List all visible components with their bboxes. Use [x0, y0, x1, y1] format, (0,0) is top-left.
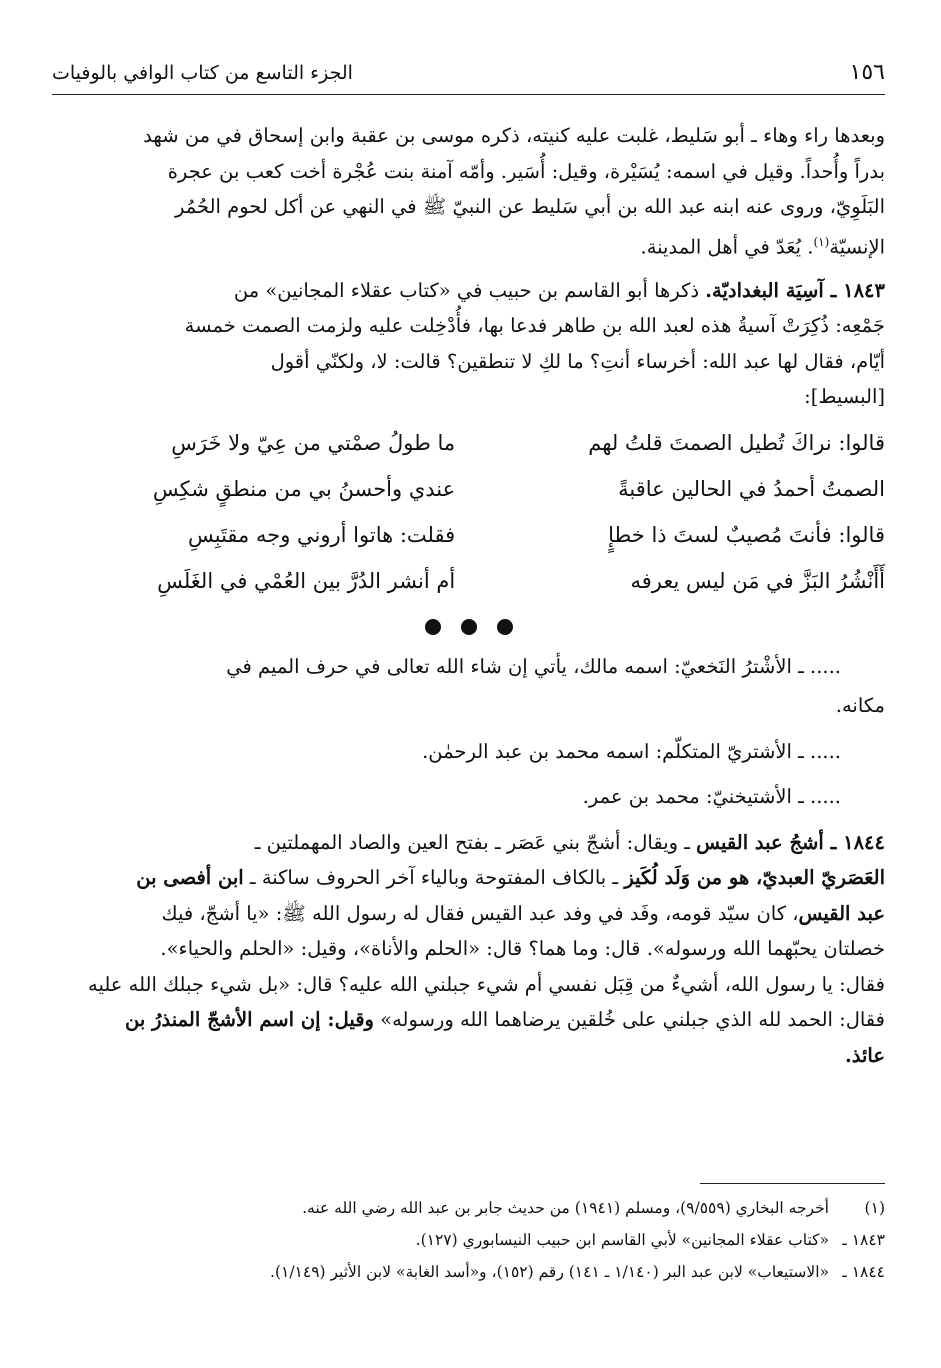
section-divider	[52, 619, 885, 635]
entry-1843	[52, 273, 885, 605]
entry-1844	[52, 825, 885, 1074]
text-fragment: ـ ويقال: أشجّ بني عَصَر ـ بفتح العين والصاد المهملتين ـ	[254, 830, 697, 854]
text-line	[52, 273, 885, 309]
text-fragment: العَصَريّ العبديّ، هو من وَلَد لُكَيز	[624, 866, 885, 889]
footnote-text: أخرجه البخاري (٩/٥٥٩)، ومسلم (١٩٤١) من حديث جابر بن عبد الله رضي الله عنه.	[302, 1199, 829, 1217]
text-line: فقال: يا رسول الله، أشيءٌ من قِبَل نفسي أم شيء جبلني الله عليه؟ قال: «بل شيء جبلك الله عليه	[88, 972, 885, 996]
poem-verse	[52, 513, 885, 559]
verse-first-hemistich: قالوا: نراكَ تُطيل الصمتَ قلتُ لهم	[588, 430, 885, 455]
text-line	[52, 1002, 885, 1038]
footnote-marker[interactable]: (١)	[813, 234, 830, 249]
cross-reference-ashtari	[52, 734, 885, 770]
text-line: جَمْعِه: ذُكِرَتْ آسيةُ هذه لعبد الله بن طاهر فدعا بها، فأُدْخِلت عليه ولزمت الصمت خمسة	[184, 314, 885, 337]
verse-second-hemistich: عندي وأحسنُ بي من منطقٍ شكِسِ	[152, 476, 456, 501]
text-line: عائذ.	[844, 1043, 885, 1067]
footnotes	[52, 1183, 885, 1288]
cross-reference-continuation	[52, 688, 885, 724]
text-fragment: ذكرها أبو القاسم بن حبيب في «كتاب عقلاء المجانين» من	[233, 278, 706, 302]
poem-verse	[52, 421, 885, 467]
verse-second-hemistich: فقلت: هاتوا أروني وجه مقتَبِسِ	[187, 522, 456, 547]
footnote-text: «الاستيعاب» لابن عبد البر (١/١٤٠ ـ ١٤١) رقم (١٥٢)، و«أسد الغابة» لابن الأثير (١/١٤٩).	[270, 1263, 829, 1281]
divider-dot	[497, 619, 513, 635]
paragraph-abu-salit	[52, 118, 885, 265]
text-fragment: فقال: الحمد لله الذي جبلني على خُلقين يرضاهما الله ورسوله»	[373, 1008, 885, 1031]
footnote-item	[52, 1256, 885, 1288]
text-fragment: . يُعَدّ في أهل المدينة.	[640, 235, 814, 258]
book-page	[52, 0, 885, 1368]
text-line: أيّام، فقال لها عبد الله: أخرساء أنتِ؟ ما لكِ لا تنطقين؟ قالت: لا، ولكنّي أقول	[270, 349, 885, 373]
verse-second-hemistich: ما طولُ صمْتي من عِيّ ولا خَرَسِ	[171, 430, 456, 455]
footnote-text: «كتاب عقلاء المجانين» لأبي القاسم ابن حبيب النيسابوري (١٢٧).	[415, 1231, 829, 1249]
text-line: بدراً وأُحداً. وقيل في اسمه: يُسَيْرة، وقيل: أُسَير. وأمّه آمنة بنت عُجْرة أخت كعب بن عجرة	[167, 159, 885, 183]
divider-dot	[425, 619, 441, 635]
text-line: ..... ـ الأشتريّ المتكلّم: اسمه محمد بن عبد الرحمٰن.	[422, 739, 841, 763]
verse-first-hemistich: الصمتُ أحمدُ في الحالين عاقبةً	[618, 476, 885, 501]
cross-reference-ashtikhni	[52, 779, 885, 815]
footnote-mark: ١٨٤٣ ـ	[842, 1231, 885, 1249]
text-fragment: وقيل: إن اسم الأشجّ المنذرُ بن	[125, 1008, 374, 1031]
main-text	[52, 118, 885, 1081]
entry-heading: ١٨٤٣ ـ آسِيَة البغداديّة.	[705, 278, 885, 302]
text-line: البَلَوِيّ، وروى عنه ابنه عبد الله بن أبي سَليط عن النبيّ ﷺ في النهي عن أكل لحوم الحُمُر	[174, 195, 885, 218]
text-line	[52, 225, 885, 265]
text-line: خصلتان يحبّهما الله ورسوله». قال: وما هما؟ قال: «الحلم والأناة»، وقيل: «الحلم والحياء».	[160, 937, 885, 960]
footnote-item	[52, 1192, 885, 1224]
poem	[52, 421, 885, 605]
poem-verse	[52, 467, 885, 513]
running-title: الجزء التاسع من كتاب الوافي بالوفيات	[52, 62, 353, 84]
footnote-item	[52, 1224, 885, 1256]
verse-first-hemistich: أَأَنْشُرُ البَزَّ في مَن ليس يعرفه	[630, 568, 885, 593]
text-fragment: ـ بالكاف المفتوحة وبالياء آخر الحروف ساكنة ـ	[243, 866, 625, 889]
meter-label: [البسيط]:	[804, 385, 885, 408]
page-number: ١٥٦	[849, 60, 885, 85]
text-line	[52, 860, 885, 896]
text-fragment: ، كان سيّد قومه، وفَد في وفد عبد القيس فقال له رسول الله ﷺ: «يا أشجّ، فيك	[161, 901, 799, 925]
poem-verse	[52, 559, 885, 605]
text-line: مكانه.	[835, 694, 885, 717]
footnote-rule	[700, 1183, 885, 1184]
verse-second-hemistich: أم أنشر الدُرَّ بين العُمْي في الغَلَسِ	[157, 568, 456, 593]
footnote-mark: (١)	[864, 1199, 885, 1217]
entry-heading: ١٨٤٤ ـ أشجُ عبد القيس	[696, 830, 885, 854]
page-header	[52, 54, 885, 95]
text-line: ..... ـ الأشتيخنيّ: محمد بن عمر.	[582, 785, 841, 808]
footnote-mark: ١٨٤٤ ـ	[842, 1263, 885, 1281]
text-fragment: عبد القيس	[798, 901, 885, 925]
text-line	[52, 896, 885, 932]
text-line	[52, 825, 885, 861]
text-fragment: الإنسيّة	[829, 235, 885, 258]
text-line: ..... ـ الأشْترُ النَخعيّ: اسمه مالك، يأتي إن شاء الله تعالى في حرف الميم في	[226, 654, 841, 678]
divider-dot	[461, 619, 477, 635]
text-fragment: ابن أفصى بن	[136, 866, 244, 889]
cross-reference-ashtar	[52, 649, 885, 685]
text-line: وبعدها راء وهاء ـ أبو سَليط، غلبت عليه كنيته، ذكره موسى بن عقبة وابن إسحاق في من شهد	[143, 124, 885, 147]
verse-first-hemistich: قالوا: فأنتَ مُصيبٌ لستَ ذا خطإٍ	[608, 522, 885, 547]
